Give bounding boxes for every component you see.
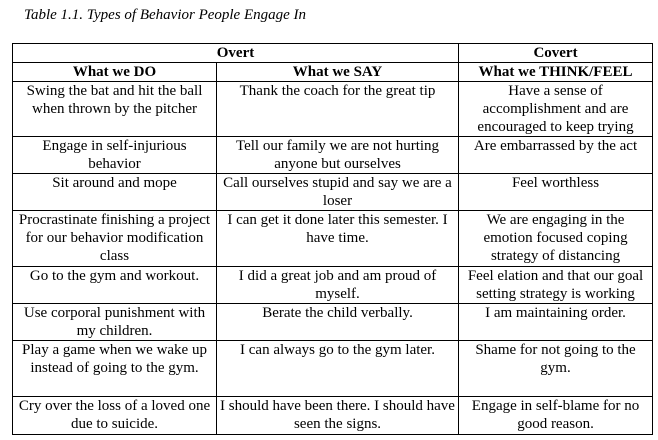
cell-do: Swing the bat and hit the ball when thrown by the pitcher	[13, 82, 217, 137]
table-row	[13, 341, 653, 397]
cell-do: Cry over the loss of a loved one due to suicide.	[13, 397, 217, 435]
group-header-row	[13, 44, 653, 63]
covert-header: Covert	[459, 44, 653, 63]
table-row	[13, 304, 653, 341]
column-header-row	[13, 63, 653, 82]
cell-say: I can always go to the gym later.	[217, 341, 459, 397]
table-row	[13, 267, 653, 304]
cell-think-feel: Engage in self-blame for no good reason.	[459, 397, 653, 435]
cell-say: Berate the child verbally.	[217, 304, 459, 341]
behavior-types-table	[12, 43, 653, 435]
cell-do: Engage in self-injurious behavior	[13, 137, 217, 174]
column-header-say: What we SAY	[217, 63, 459, 82]
cell-think-feel: I am maintaining order.	[459, 304, 653, 341]
cell-think-feel: Are embarrassed by the act	[459, 137, 653, 174]
cell-do: Sit around and mope	[13, 174, 217, 211]
cell-think-feel: Have a sense of accomplishment and are encouraged to keep trying	[459, 82, 653, 137]
cell-say: Tell our family we are not hurting anyone but ourselves	[217, 137, 459, 174]
table-row	[13, 211, 653, 267]
cell-do: Use corporal punishment with my children.	[13, 304, 217, 341]
overt-header: Overt	[13, 44, 459, 63]
cell-do: Go to the gym and workout.	[13, 267, 217, 304]
cell-think-feel: Feel worthless	[459, 174, 653, 211]
table-caption: Table 1.1. Types of Behavior People Engage In	[24, 7, 307, 23]
cell-think-feel: Feel elation and that our goal setting strategy is working	[459, 267, 653, 304]
cell-say: I should have been there. I should have seen the signs.	[217, 397, 459, 435]
cell-say: I can get it done later this semester. I have time.	[217, 211, 459, 267]
table-row	[13, 82, 653, 137]
cell-say: I did a great job and am proud of myself.	[217, 267, 459, 304]
cell-say: Call ourselves stupid and say we are a loser	[217, 174, 459, 211]
cell-do: Procrastinate finishing a project for our behavior modification class	[13, 211, 217, 267]
cell-say: Thank the coach for the great tip	[217, 82, 459, 137]
cell-think-feel: Shame for not going to the gym.	[459, 341, 653, 397]
table-row	[13, 174, 653, 211]
cell-do: Play a game when we wake up instead of going to the gym.	[13, 341, 217, 397]
table-row	[13, 397, 653, 435]
cell-think-feel: We are engaging in the emotion focused coping strategy of distancing	[459, 211, 653, 267]
column-header-think-feel: What we THINK/FEEL	[459, 63, 653, 82]
column-header-do: What we DO	[13, 63, 217, 82]
table-row	[13, 137, 653, 174]
